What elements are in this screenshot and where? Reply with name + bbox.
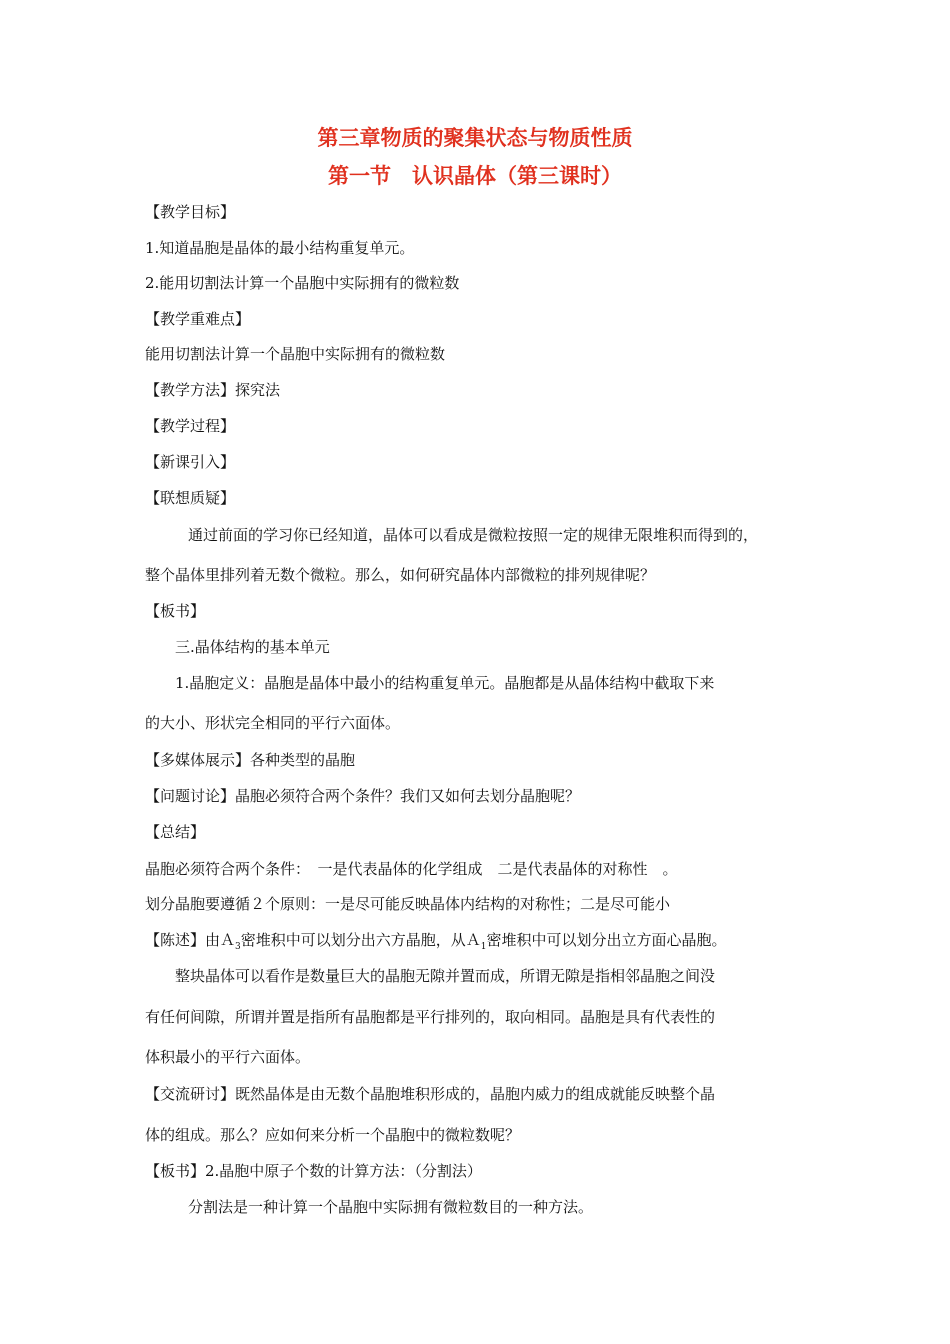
paragraph-line: 分割法是一种计算一个晶胞中实际拥有微粒数目的一种方法。 [188, 1198, 594, 1216]
statement-part: 密堆积中可以划分出六方晶胞，从Ａ [240, 931, 481, 949]
paragraph-line: 体的组成。那么？应如何来分析一个晶胞中的微粒数呢？ [145, 1126, 521, 1144]
teaching-method: 【教学方法】探究法 [145, 381, 281, 399]
paragraph-line: 整块晶体可以看作是数量巨大的晶胞无隙并置而成，所谓无隙是指相邻晶胞之间没 [175, 967, 716, 985]
chapter-title: 第三章物质的聚集状态与物质性质 [317, 126, 633, 150]
objective-2: 2.能用切割法计算一个晶胞中实际拥有的微粒数 [145, 274, 460, 292]
objective-1: 1.知道晶胞是晶体的最小结构重复单元。 [145, 239, 415, 257]
summary-line: 晶胞必须符合两个条件： 一是代表晶体的化学组成 二是代表晶体的对称性 。 [145, 860, 678, 878]
summary-line: 划分晶胞要遵循２个原则：一是尽可能反映晶体内结构的对称性；二是尽可能小 [145, 895, 671, 913]
statement-part: 【陈述】由Ａ [145, 931, 236, 949]
heading-process: 【教学过程】 [145, 417, 236, 435]
discussion-line: 【问题讨论】晶胞必须符合两个条件？我们又如何去划分晶胞呢？ [145, 787, 581, 805]
paragraph-line: 1.晶胞定义：晶胞是晶体中最小的结构重复单元。晶胞都是从晶体结构中截取下来 [175, 674, 715, 692]
paragraph-line: 【交流研讨】既然晶体是由无数个晶胞堆积形成的，晶胞内威力的组成就能反映整个晶 [145, 1085, 716, 1103]
board-item-3: 三.晶体结构的基本单元 [175, 638, 330, 656]
heading-summary: 【总结】 [145, 823, 206, 841]
paragraph-line: 有任何间隙，所谓并置是指所有晶胞都是平行排列的，取向相同。晶胞是具有代表性的 [145, 1008, 716, 1026]
subscript: 1 [480, 942, 487, 952]
multimedia-line: 【多媒体展示】各种类型的晶胞 [145, 751, 356, 769]
heading-board: 【板书】 [145, 602, 206, 620]
paragraph-line: 通过前面的学习你已经知道，晶体可以看成是微粒按照一定的规律无限堆积而得到的， [188, 526, 759, 544]
heading-question: 【联想质疑】 [145, 489, 236, 507]
paragraph-line: 体积最小的平行六面体。 [145, 1048, 311, 1066]
heading-key-points: 【教学重难点】 [145, 310, 251, 328]
heading-intro: 【新课引入】 [145, 453, 236, 471]
heading-objectives: 【教学目标】 [145, 203, 236, 221]
subscript: 3 [235, 942, 241, 952]
section-title: 第一节 认识晶体（第三课时） [328, 164, 622, 188]
statement-part: 密堆积中可以划分出立方面心晶胞。 [486, 931, 727, 949]
key-point: 能用切割法计算一个晶胞中实际拥有的微粒数 [145, 345, 446, 363]
statement-line [145, 929, 727, 952]
paragraph-line: 的大小、形状完全相同的平行六面体。 [145, 714, 401, 732]
paragraph-line: 整个晶体里排列着无数个微粒。那么，如何研究晶体内部微粒的排列规律呢？ [145, 566, 656, 584]
board-item-2: 【板书】2.晶胞中原子个数的计算方法：（分割法） [145, 1162, 482, 1180]
